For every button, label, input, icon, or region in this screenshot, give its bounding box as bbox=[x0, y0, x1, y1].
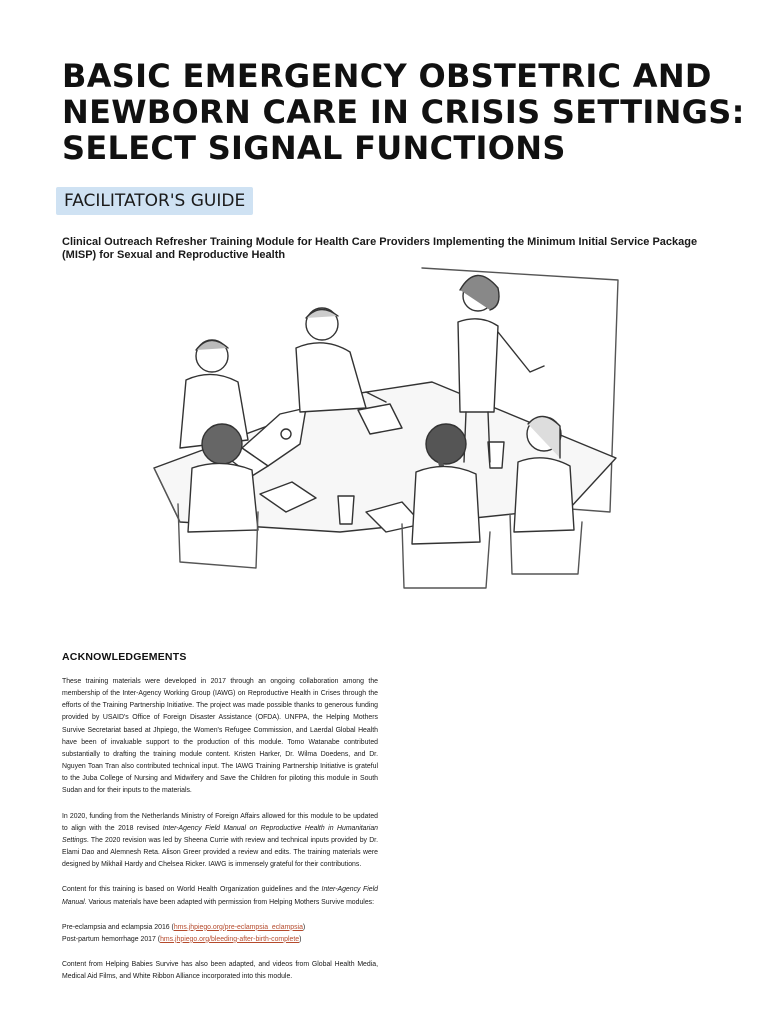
ack-p3-italic: Inter-Agency Field Manual bbox=[62, 886, 378, 906]
ack-paragraph-2 bbox=[62, 811, 378, 872]
reference-label: Pre-eclampsia and eclampsia 2016 ( bbox=[62, 923, 174, 931]
reference-item bbox=[62, 922, 378, 934]
ack-p3-text-b: . Various materials have been adapted with permission from Helping Mothers Survive modules: bbox=[84, 898, 375, 906]
title-line-1: BASIC EMERGENCY OBSTETRIC AND bbox=[62, 57, 712, 95]
subtitle: Clinical Outreach Refresher Training Module for Health Care Providers Implementing the Minimum Initial Service Package (MISP) for Sexual and Reproductive Health bbox=[62, 236, 698, 261]
guide-badge: FACILITATOR'S GUIDE bbox=[56, 187, 253, 215]
ack-paragraph-1: These training materials were developed in 2017 through an ongoing collaboration among the membership of the Inter-Agency Working Group (IAWG) on Reproductive Health in Crises through the efforts of the Training Partnership Initiative. The project was made possible thanks to generous funding provided by USAID's Office of Foreign Disaster Assistance (OFDA). UNFPA, the Helping Mothers Survive Secretariat based at Jhpiego, the Women's Refugee Commission, and Laerdal Global Health have been of invaluable support to the production of this module. Tomo Watanabe contributed substantially to drafting the training module content. Kristen Harker, Dr. Wilma Doedens, and Dr. Nguyen Toan Tran also contributed technical input. The IAWG Training Partnership Initiative is grateful to the Juba College of Nursing and Midwifery and Save the Children for piloting this module in South Sudan and for their inputs to the materials. bbox=[62, 678, 378, 795]
title-line-3: SELECT SIGNAL FUNCTIONS bbox=[62, 129, 566, 167]
reference-list bbox=[62, 922, 378, 946]
page-title bbox=[62, 57, 745, 167]
meeting-illustration bbox=[140, 262, 620, 592]
ack-p2-italic: Inter-Agency Field Manual on Reproductive Health in Humanitarian Settings bbox=[62, 824, 378, 844]
ack-paragraph-4: Content from Helping Babies Survive has also been adapted, and videos from Global Health Media, Medical Aid Films, and White Ribbon Alliance incorporated into this module. bbox=[62, 960, 378, 981]
acknowledgements-body bbox=[62, 676, 378, 983]
acknowledgements-heading: ACKNOWLEDGEMENTS bbox=[62, 651, 187, 663]
reference-end: ) bbox=[302, 923, 306, 931]
reference-link-bleeding[interactable]: hms.jhpiego.org/bleeding-after-birth-complete bbox=[160, 935, 300, 943]
ack-p2-text-b: . The 2020 revision was led by Sheena Currie with review and technical inputs provided by Dr. Elami Dao and Alemnesh Reta. Alison Greer provided a review and edits. The training materials were designed by Mikhail Hardy and Chelsea Ricker. IAWG is immensely grateful for their contributions. bbox=[62, 836, 378, 869]
ack-p3-text-a: Content for this training is based on World Health Organization guidelines and the bbox=[62, 886, 322, 894]
reference-end: ) bbox=[299, 935, 302, 943]
title-line-2: NEWBORN CARE IN CRISIS SETTINGS: bbox=[62, 93, 745, 131]
reference-link-pre-eclampsia[interactable]: hms.jhpiego.org/pre-eclampsia_eclampsia bbox=[173, 923, 303, 931]
reference-item bbox=[62, 934, 378, 946]
ack-paragraph-3 bbox=[62, 884, 378, 908]
ack-p2-text-a: In 2020, funding from the Netherlands Ministry of Foreign Affairs allowed for this module to be updated to align with the 2018 revised bbox=[62, 812, 378, 832]
reference-label: Post-partum hemorrhage 2017 ( bbox=[62, 935, 161, 943]
